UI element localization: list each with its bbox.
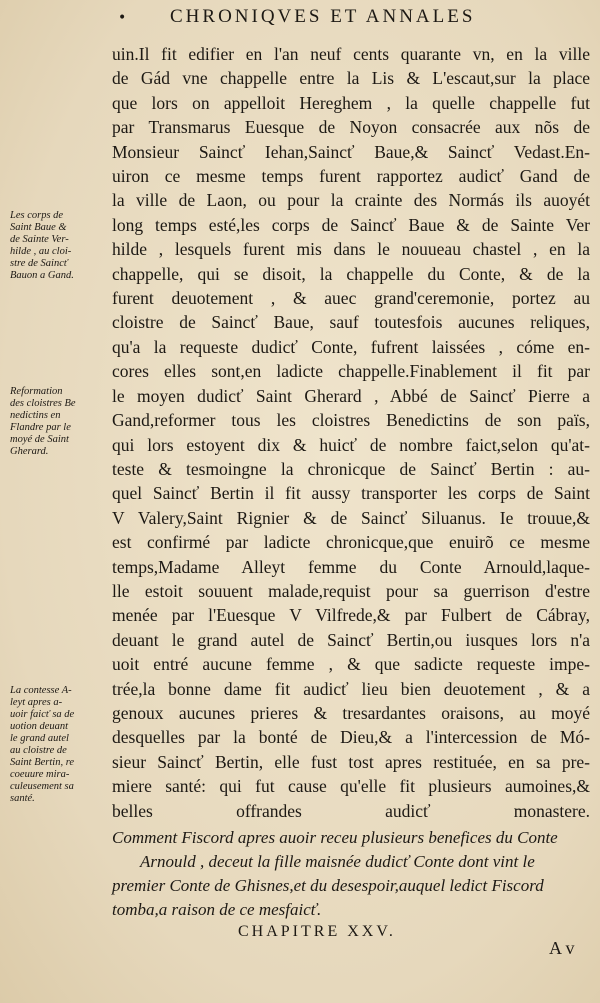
margin-note-relics: [10, 210, 108, 282]
margin-note-line: culeusement sa: [10, 781, 74, 792]
text-line: desquelles par la bonté de Dieu,& a l'intercession de Mó-: [112, 727, 590, 748]
text-line: temps,Madame Alleyt femme du Conte Arnould,laque-: [112, 556, 590, 577]
margin-note-line: nedictins en: [10, 410, 61, 421]
margin-note-line: Les corps de: [10, 210, 64, 221]
text-line: qu'a la requeste dudicť Conte, fufrent laissées , cóme en-: [112, 336, 590, 357]
text-line: le moyen dudicť Saint Gherard , Abbé de Saincť Pierre a: [112, 385, 590, 406]
margin-note-line: moyé de Saint: [10, 434, 69, 445]
text-line: la ville de Laon, ou pour la crainte des Normás ils auoyét: [112, 190, 590, 211]
summary-line: premier Conte de Ghisnes,et du desespoir,auquel ledict Fiscord: [112, 876, 544, 895]
margin-note-line: des cloistres Be: [10, 398, 76, 409]
chapter-heading: CHAPITRE XXV.: [238, 923, 396, 940]
text-line: miere santé: qui fut cause qu'elle fit plusieurs aumoines,&: [112, 776, 590, 797]
chapter-summary: [112, 826, 590, 922]
main-text-block: [112, 42, 590, 823]
margin-note-line: Gherard.: [10, 446, 49, 457]
margin-note-line: au cloistre de: [10, 745, 67, 756]
text-line: furent deuotement , & auec grand'ceremonie, portez au: [112, 288, 590, 309]
text-line: de Gád vne chappelle entre la Lis & L'escaut,sur la place: [112, 68, 590, 89]
text-line: menée par l'Euesque V Vilfrede,& par Fulbert de Cábray,: [112, 605, 590, 626]
margin-note-line: leyt apres a-: [10, 697, 63, 708]
text-line: chappelle, qui se disoit, la chappelle du Conte, & de la: [112, 263, 590, 284]
margin-note-reformation: [10, 386, 108, 458]
text-line: cloistre de Saincť Baue, sauf toutesfois aucunes reliques,: [112, 312, 590, 333]
text-line: cores elles sont,en ladicte chappelle.Finablement il fit par: [112, 361, 590, 382]
text-line: belles offrandes audicť monastere.: [112, 800, 590, 821]
margin-note-line: le grand autel: [10, 733, 69, 744]
text-line: teste & tesmoingne la chronicque de Saincť Bertin : au-: [112, 458, 590, 479]
text-line: est confirmé par ladicte chronicque,que enuirõ ce mesme: [112, 532, 590, 553]
header-ornament: •: [118, 10, 127, 26]
signature-mark: A v: [549, 938, 575, 958]
margin-note-line: coeuure mira-: [10, 769, 70, 780]
text-line: deuant le grand autel de Saincť Bertin,ou iusques lors n'a: [112, 629, 590, 650]
text-line: uin.Il fit edifier en l'an neuf cents quarante vn, en la ville: [112, 44, 590, 64]
margin-note-line: uoir faicť sa de: [10, 709, 75, 720]
text-line: trée,la bonne dame fit audicť lieu bien deuotement , & a: [112, 678, 590, 699]
margin-note-line: Saint Baue &: [10, 222, 67, 233]
margin-note-line: Bauon a Gand.: [10, 270, 74, 281]
text-line: uiron ce mesme temps furent rapportez audicť Gand de: [112, 166, 590, 187]
text-line: sieur Saincť Bertin, elle fust tost apres restituée, en sa pre-: [112, 751, 590, 772]
margin-note-line: de Sainte Ver-: [10, 234, 69, 245]
text-line: quel Saincť Bertin il fit aussy transporter les corps de Saint: [112, 483, 590, 504]
text-line: uoit entré aucune femme , & que sadicte requeste impe-: [112, 654, 590, 675]
text-line: qui lors estoyent dix & huicť de nombre faict,selon qu'at-: [112, 434, 590, 455]
text-line: long temps esté,les corps de Saincť Baue & de Sainte Ver: [112, 214, 590, 235]
text-line: hilde , lesquels furent mis dans le nouueau chastel , en la: [112, 239, 590, 260]
margin-note-line: stre de Saincť: [10, 258, 68, 269]
summary-line: Arnould , deceut la fille maisnée dudicť Conte dont vint le: [140, 852, 535, 871]
margin-note-line: uotion deuant: [10, 721, 69, 732]
margin-note-countess: [10, 685, 108, 805]
text-line: V Valery,Saint Rignier & de Saincť Siluanus. Ie trouue,&: [112, 507, 590, 528]
running-title: CHRONIQVES ET ANNALES: [170, 6, 476, 27]
text-line: Gand,reformer tous les cloistres Benedictins de son païs,: [112, 410, 590, 431]
text-line: lle estoit souuent malade,requist pour sa guerrison d'estre: [112, 580, 590, 601]
margin-note-line: santé.: [10, 793, 35, 804]
text-line: que lors on appelloit Hereghem , la quelle chappelle fut: [112, 92, 590, 113]
margin-note-line: hilde , au cloi-: [10, 246, 72, 257]
margin-note-line: Reformation: [10, 386, 63, 397]
text-line: Monsieur Saincť Iehan,Saincť Baue,& Saincť Vedast.En-: [112, 141, 590, 162]
text-line: par Transmarus Euesque de Noyon consacrée aux nõs de: [112, 117, 590, 138]
summary-line: tomba,a raison de ce mesfaicť.: [112, 900, 322, 919]
text-line: genoux aucunes prieres & tresardantes oraisons, au moyé: [112, 702, 590, 723]
margin-note-line: Flandre par le: [10, 422, 71, 433]
margin-note-line: Saint Bertin, re: [10, 757, 75, 768]
margin-note-line: La contesse A-: [10, 685, 72, 696]
summary-line: Comment Fiscord apres auoir receu plusieurs benefices du Conte: [112, 828, 558, 847]
